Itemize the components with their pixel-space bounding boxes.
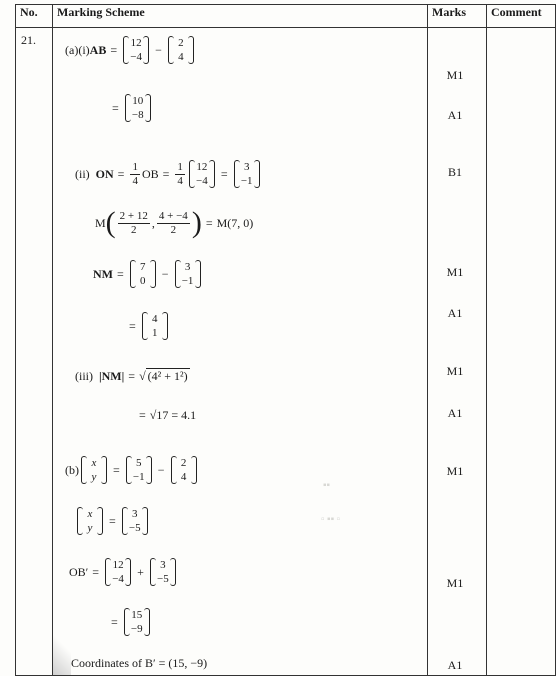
vector-ob: 12 −4 (123, 36, 149, 64)
step-ob-prime-result: = 15 −9 (107, 608, 152, 636)
step-a-result: = 10 −8 (108, 94, 153, 122)
page-corner-shadow (53, 635, 71, 675)
vector-om: 7 0 (130, 260, 156, 288)
vector-bb-prime: 3 −5 (150, 558, 176, 586)
scheme-cell (53, 28, 428, 676)
step-a-i: (a)(i) AB = 12 −4 − 2 4 (65, 36, 196, 64)
mark-3: B1 (447, 165, 462, 179)
midpoint-result: M(7, 0) (216, 215, 254, 230)
vector-nm-result: 4 1 (142, 312, 168, 340)
radicand: (4² + 1²) (147, 369, 188, 383)
step-a-iii: (iii) |NM| = √ (4² + 1²) (75, 368, 188, 383)
mark-9: M1 (446, 576, 464, 590)
vector-oa: 2 4 (168, 36, 194, 64)
vector-on-result: 3 −1 (234, 160, 260, 188)
question-row (16, 28, 556, 676)
step-ob-prime: OB′ = 12 −4 + 3 −5 (69, 558, 178, 586)
mark-5: A1 (447, 306, 463, 320)
vector-ob-ii: 12 −4 (189, 160, 215, 188)
vector-ab-result: 10 −8 (125, 94, 151, 122)
vector-xy: x y (81, 456, 107, 484)
mark-2: A1 (447, 108, 463, 122)
point-m: M (95, 215, 106, 230)
header-row (16, 5, 556, 28)
mark-8: M1 (446, 464, 464, 478)
comment-cell (487, 28, 556, 676)
header-marks: Marks (428, 5, 487, 28)
vector-ob-prime: OB′ (69, 564, 89, 579)
coordinates-line: Coordinates of B′ = (15, −9) (71, 656, 208, 670)
header-comment: Comment (487, 5, 556, 28)
mark-4: M1 (446, 265, 464, 279)
mark-7: A1 (447, 406, 463, 420)
faint-smudge-2: ▫ ▪▪ ▫ (321, 514, 341, 525)
vector-ab: AB (89, 42, 107, 57)
step-b: (b) x y = 5 −1 − 2 4 (65, 456, 199, 484)
step-b-result: x y = 3 −5 (75, 506, 150, 535)
step-a-label: (a)(i) (65, 42, 90, 57)
marking-scheme-table (15, 4, 556, 676)
vector-on: ON (95, 166, 114, 181)
step-iii-result: = √17 = 4.1 (139, 408, 197, 422)
vector-b1: 5 −1 (126, 456, 152, 484)
vector-b2: 2 4 (171, 456, 197, 484)
mark-10: A1 (447, 658, 463, 672)
mark-1: M1 (446, 68, 464, 82)
step-ii-label: (ii) (75, 166, 90, 181)
step-a-ii: (ii) ON = $\frac{1}{4}$ OB = $\frac{1}{4}$ 12 −4 = 3 −1 (75, 160, 262, 188)
mark-6: M1 (446, 364, 464, 378)
vector-on-sub: 3 −1 (175, 260, 201, 288)
step-b-label: (b) (65, 462, 79, 477)
question-number: 21. (16, 28, 53, 676)
vector-ob-label: OB (141, 166, 159, 181)
modulus-nm: |NM| (99, 368, 125, 383)
step-iii-label: (iii) (75, 368, 93, 383)
step-nm: NM = 7 0 − 3 −1 (93, 260, 203, 288)
vector-xy-result: 3 −5 (122, 507, 148, 535)
header-marking-scheme: Marking Scheme (53, 5, 428, 28)
faint-smudge-1: ▪▪ (323, 480, 331, 491)
step-nm-result: = 4 1 (125, 312, 170, 340)
step-midpoint: M ( $\frac{2 + 12}{2}$ , $\frac{4 + -4}{2}$ ) = M(7, 0) (95, 206, 254, 239)
vector-xy-2: x y (77, 507, 103, 535)
vector-ob-b: 12 −4 (105, 558, 131, 586)
modulus-result: √17 = 4.1 (149, 408, 197, 422)
header-no: No. (16, 5, 53, 28)
vector-ob-prime-result: 15 −9 (124, 608, 150, 636)
marks-cell (428, 28, 487, 676)
vector-nm: NM (93, 266, 113, 281)
